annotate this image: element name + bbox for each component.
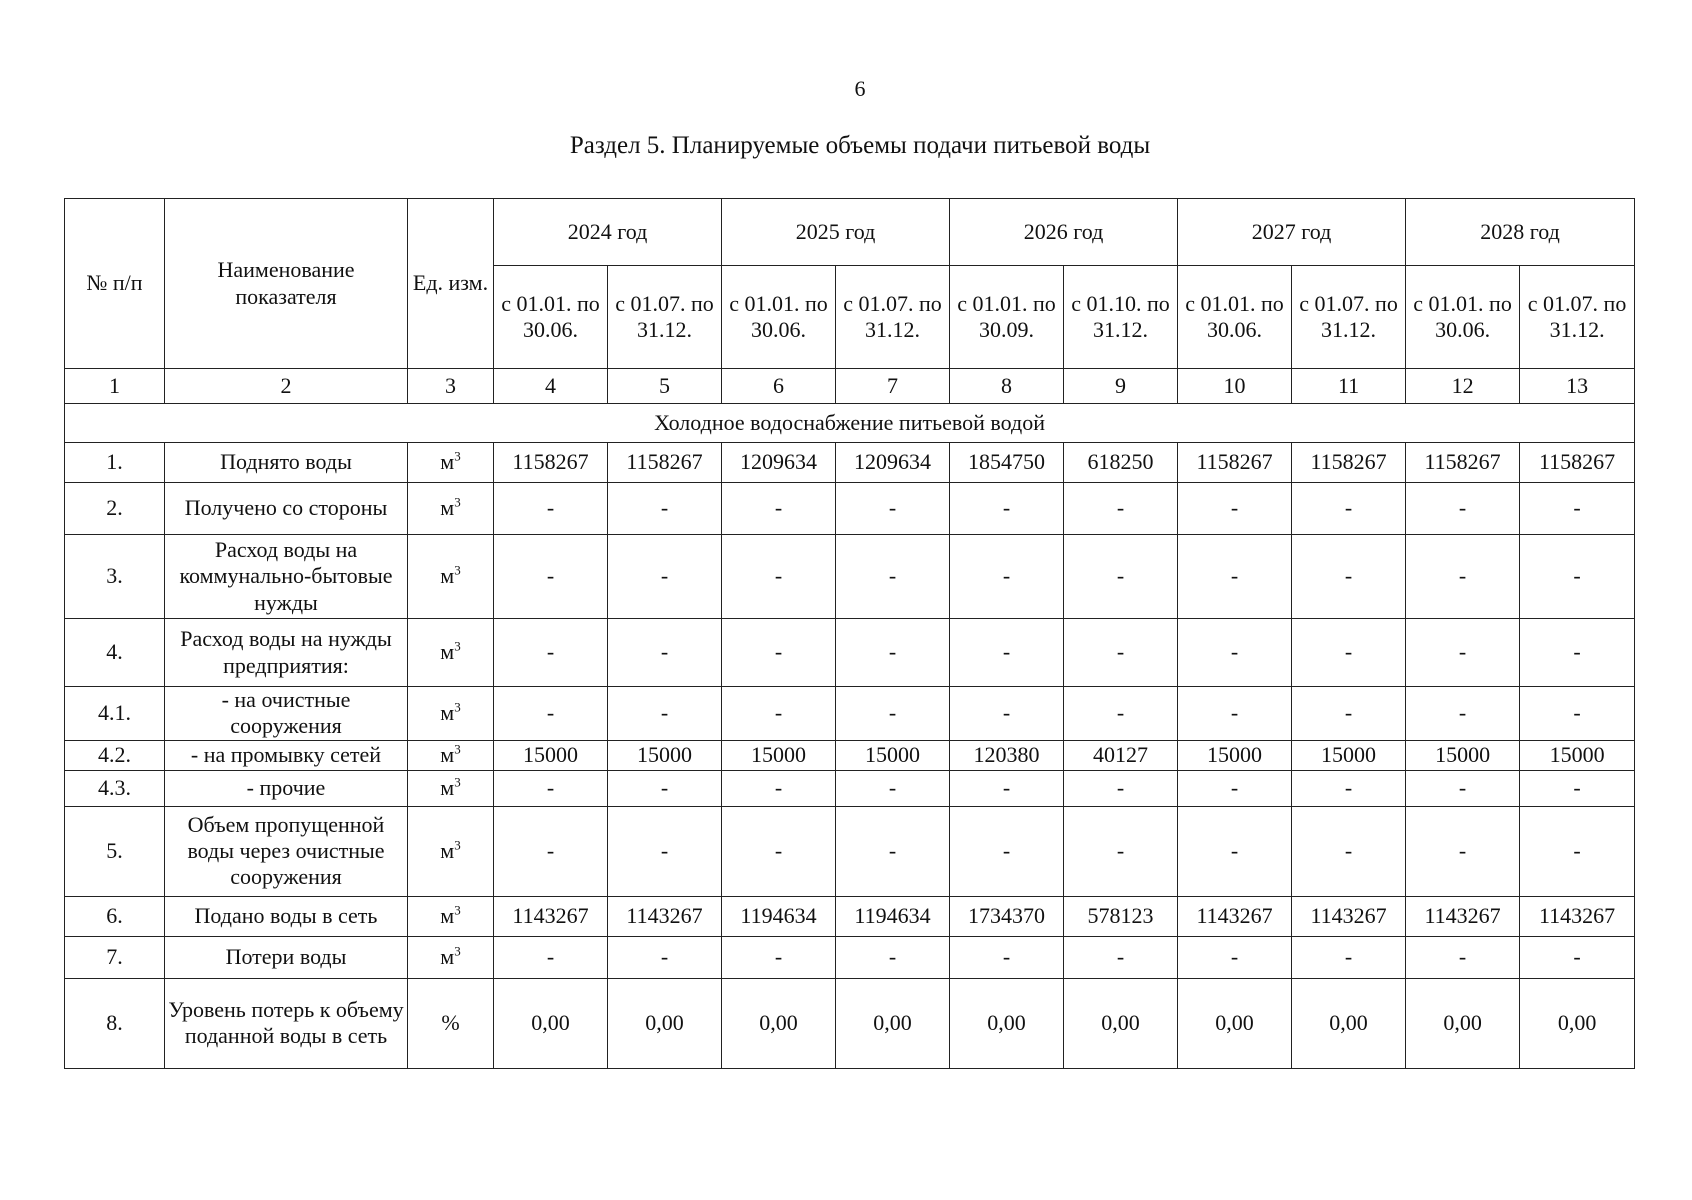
unit-superscript: 3	[454, 774, 461, 790]
value-cell: -	[950, 619, 1064, 687]
header-period: с 01.01. по 30.06.	[1178, 266, 1292, 369]
value-cell: -	[950, 936, 1064, 978]
value-cell: 1158267	[494, 443, 608, 483]
value-cell: -	[1520, 936, 1635, 978]
value-cell: -	[1406, 770, 1520, 806]
column-number: 8	[950, 369, 1064, 404]
value-cell: -	[1178, 687, 1292, 741]
value-cell: 1734370	[950, 896, 1064, 936]
value-cell: -	[722, 483, 836, 535]
row-number: 1.	[65, 443, 165, 483]
column-number: 6	[722, 369, 836, 404]
value-cell: -	[1292, 936, 1406, 978]
header-period: с 01.10. по 31.12.	[1064, 266, 1178, 369]
column-number: 12	[1406, 369, 1520, 404]
value-cell: 0,00	[1520, 978, 1635, 1068]
value-cell: -	[1178, 806, 1292, 896]
value-cell: -	[1178, 770, 1292, 806]
value-cell: -	[1520, 619, 1635, 687]
value-cell: 1143267	[608, 896, 722, 936]
unit-text: м	[440, 775, 455, 801]
unit-text: м	[440, 742, 455, 768]
value-cell: -	[1520, 687, 1635, 741]
row-number: 7.	[65, 936, 165, 978]
header-year: 2024 год	[494, 199, 722, 266]
column-number: 10	[1178, 369, 1292, 404]
value-cell: -	[1064, 770, 1178, 806]
row-number: 4.2.	[65, 740, 165, 770]
value-cell: 1143267	[494, 896, 608, 936]
value-cell: -	[950, 687, 1064, 741]
row-number: 4.	[65, 619, 165, 687]
column-number: 7	[836, 369, 950, 404]
value-cell: -	[494, 936, 608, 978]
header-year: 2028 год	[1406, 199, 1635, 266]
value-cell: -	[950, 806, 1064, 896]
unit-superscript: 3	[454, 699, 461, 715]
value-cell: -	[1292, 535, 1406, 619]
value-cell: 1143267	[1406, 896, 1520, 936]
unit-text: м	[440, 944, 455, 970]
value-cell: 15000	[722, 740, 836, 770]
header-period: с 01.01. по 30.09.	[950, 266, 1064, 369]
column-number: 13	[1520, 369, 1635, 404]
value-cell: -	[1406, 619, 1520, 687]
unit-text: %	[441, 1010, 460, 1036]
indicator-name: Расход воды на коммунально-бытовые нужды	[165, 535, 408, 619]
table-row	[65, 619, 1635, 687]
value-cell: 0,00	[1406, 978, 1520, 1068]
indicator-name: Уровень потерь к объему поданной воды в сеть	[165, 978, 408, 1068]
unit-superscript: 3	[454, 741, 461, 757]
value-cell: -	[1406, 483, 1520, 535]
column-number: 2	[165, 369, 408, 404]
row-number: 4.3.	[65, 770, 165, 806]
value-cell: -	[950, 770, 1064, 806]
indicator-name: Потери воды	[165, 936, 408, 978]
value-cell: -	[722, 936, 836, 978]
table-row	[65, 443, 1635, 483]
value-cell: 1143267	[1520, 896, 1635, 936]
value-cell: -	[722, 687, 836, 741]
unit-text: м	[440, 639, 455, 665]
header-name: Наименование показателя	[165, 199, 408, 369]
value-cell: -	[494, 687, 608, 741]
value-cell: 1158267	[1406, 443, 1520, 483]
indicator-name: Подано воды в сеть	[165, 896, 408, 936]
value-cell: -	[608, 483, 722, 535]
value-cell: -	[1292, 806, 1406, 896]
unit-cell	[408, 936, 494, 978]
table-row	[65, 770, 1635, 806]
value-cell: 15000	[608, 740, 722, 770]
indicator-name: Получено со стороны	[165, 483, 408, 535]
value-cell: -	[1406, 687, 1520, 741]
value-cell: -	[608, 687, 722, 741]
value-cell: -	[1064, 936, 1178, 978]
unit-superscript: 3	[454, 448, 461, 464]
value-cell: 15000	[1520, 740, 1635, 770]
document-title: Раздел 5. Планируемые объемы подачи питьевой воды	[569, 132, 1151, 159]
column-number: 1	[65, 369, 165, 404]
header-period: с 01.01. по 30.06.	[494, 266, 608, 369]
header-unit: Ед. изм.	[408, 199, 494, 369]
value-cell: -	[1064, 687, 1178, 741]
unit-text: м	[440, 838, 455, 864]
value-cell: 0,00	[836, 978, 950, 1068]
indicator-name: Объем пропущенной воды через очистные сооружения	[165, 806, 408, 896]
column-number: 4	[494, 369, 608, 404]
unit-superscript: 3	[454, 837, 461, 853]
unit-superscript: 3	[454, 943, 461, 959]
value-cell: -	[1406, 535, 1520, 619]
unit-cell	[408, 806, 494, 896]
table-row	[65, 483, 1635, 535]
unit-text: м	[440, 903, 455, 929]
value-cell: -	[836, 687, 950, 741]
header-period: с 01.07. по 31.12.	[836, 266, 950, 369]
unit-text: м	[440, 700, 455, 726]
unit-cell	[408, 687, 494, 741]
unit-text: м	[440, 563, 455, 589]
value-cell: 120380	[950, 740, 1064, 770]
header-period: с 01.01. по 30.06.	[722, 266, 836, 369]
value-cell: -	[1292, 619, 1406, 687]
value-cell: 618250	[1064, 443, 1178, 483]
row-number: 8.	[65, 978, 165, 1068]
unit-text: м	[440, 449, 455, 475]
value-cell: -	[1064, 483, 1178, 535]
value-cell: -	[608, 619, 722, 687]
column-number-row	[65, 369, 1635, 404]
indicator-name: - прочие	[165, 770, 408, 806]
unit-cell	[408, 483, 494, 535]
indicator-name: - на промывку сетей	[165, 740, 408, 770]
value-cell: -	[608, 535, 722, 619]
value-cell: 1158267	[1292, 443, 1406, 483]
value-cell: 1209634	[722, 443, 836, 483]
value-cell: -	[1520, 535, 1635, 619]
value-cell: 0,00	[950, 978, 1064, 1068]
value-cell: -	[1520, 483, 1635, 535]
value-cell: 0,00	[1292, 978, 1406, 1068]
value-cell: 1158267	[1178, 443, 1292, 483]
value-cell: 1194634	[722, 896, 836, 936]
value-cell: 1143267	[1178, 896, 1292, 936]
value-cell: -	[1406, 806, 1520, 896]
value-cell: -	[608, 770, 722, 806]
value-cell: -	[836, 770, 950, 806]
header-period: с 01.01. по 30.06.	[1406, 266, 1520, 369]
value-cell: -	[950, 535, 1064, 619]
unit-cell	[408, 770, 494, 806]
value-cell: 1158267	[1520, 443, 1635, 483]
value-cell: -	[1064, 619, 1178, 687]
value-cell: -	[722, 770, 836, 806]
value-cell: -	[836, 483, 950, 535]
unit-cell	[408, 535, 494, 619]
value-cell: -	[494, 483, 608, 535]
value-cell: -	[1406, 936, 1520, 978]
value-cell: 1194634	[836, 896, 950, 936]
table-row	[65, 535, 1635, 619]
header-period: с 01.07. по 31.12.	[1520, 266, 1635, 369]
column-number: 3	[408, 369, 494, 404]
value-cell: -	[836, 936, 950, 978]
value-cell: -	[1064, 806, 1178, 896]
row-number: 3.	[65, 535, 165, 619]
table-row	[65, 896, 1635, 936]
indicator-name: - на очистные сооружения	[165, 687, 408, 741]
table-row	[65, 978, 1635, 1068]
page-number: 6	[854, 76, 866, 101]
water-supply-table	[64, 198, 1635, 1069]
value-cell: -	[1178, 535, 1292, 619]
header-period: с 01.07. по 31.12.	[608, 266, 722, 369]
table-row	[65, 740, 1635, 770]
header-year: 2025 год	[722, 199, 950, 266]
value-cell: -	[1292, 687, 1406, 741]
header-year: 2027 год	[1178, 199, 1406, 266]
header-year: 2026 год	[950, 199, 1178, 266]
value-cell: 578123	[1064, 896, 1178, 936]
column-number: 9	[1064, 369, 1178, 404]
header-period: с 01.07. по 31.12.	[1292, 266, 1406, 369]
column-number: 11	[1292, 369, 1406, 404]
value-cell: 1143267	[1292, 896, 1406, 936]
value-cell: 0,00	[608, 978, 722, 1068]
value-cell: 0,00	[494, 978, 608, 1068]
value-cell: 15000	[836, 740, 950, 770]
value-cell: 15000	[1406, 740, 1520, 770]
row-number: 6.	[65, 896, 165, 936]
unit-superscript: 3	[454, 562, 461, 578]
value-cell: -	[1178, 619, 1292, 687]
value-cell: -	[1178, 483, 1292, 535]
value-cell: 40127	[1064, 740, 1178, 770]
value-cell: -	[494, 535, 608, 619]
value-cell: 1854750	[950, 443, 1064, 483]
table-row	[65, 687, 1635, 741]
value-cell: -	[494, 770, 608, 806]
unit-text: м	[440, 495, 455, 521]
value-cell: -	[608, 806, 722, 896]
unit-cell	[408, 443, 494, 483]
value-cell: -	[1178, 936, 1292, 978]
value-cell: -	[950, 483, 1064, 535]
value-cell: -	[1292, 770, 1406, 806]
section-row	[65, 404, 1635, 443]
value-cell: -	[836, 806, 950, 896]
table-row	[65, 806, 1635, 896]
value-cell: 15000	[494, 740, 608, 770]
unit-cell	[408, 740, 494, 770]
value-cell: -	[836, 535, 950, 619]
value-cell: 0,00	[1064, 978, 1178, 1068]
value-cell: -	[1292, 483, 1406, 535]
value-cell: -	[1064, 535, 1178, 619]
value-cell: -	[1520, 806, 1635, 896]
value-cell: -	[836, 619, 950, 687]
header-row-years	[65, 199, 1635, 266]
value-cell: -	[722, 619, 836, 687]
unit-cell	[408, 619, 494, 687]
value-cell: -	[494, 806, 608, 896]
column-number: 5	[608, 369, 722, 404]
value-cell: -	[722, 535, 836, 619]
value-cell: -	[608, 936, 722, 978]
unit-superscript: 3	[454, 494, 461, 510]
section-title: Холодное водоснабжение питьевой водой	[65, 404, 1635, 443]
row-number: 4.1.	[65, 687, 165, 741]
value-cell: -	[1520, 770, 1635, 806]
value-cell: 15000	[1178, 740, 1292, 770]
value-cell: -	[494, 619, 608, 687]
value-cell: 0,00	[1178, 978, 1292, 1068]
unit-cell	[408, 896, 494, 936]
value-cell: 1209634	[836, 443, 950, 483]
unit-superscript: 3	[454, 902, 461, 918]
unit-superscript: 3	[454, 638, 461, 654]
value-cell: -	[722, 806, 836, 896]
indicator-name: Поднято воды	[165, 443, 408, 483]
header-num: № п/п	[65, 199, 165, 369]
value-cell: 0,00	[722, 978, 836, 1068]
value-cell: 15000	[1292, 740, 1406, 770]
row-number: 5.	[65, 806, 165, 896]
row-number: 2.	[65, 483, 165, 535]
value-cell: 1158267	[608, 443, 722, 483]
unit-cell	[408, 978, 494, 1068]
indicator-name: Расход воды на нужды предприятия:	[165, 619, 408, 687]
table-row	[65, 936, 1635, 978]
